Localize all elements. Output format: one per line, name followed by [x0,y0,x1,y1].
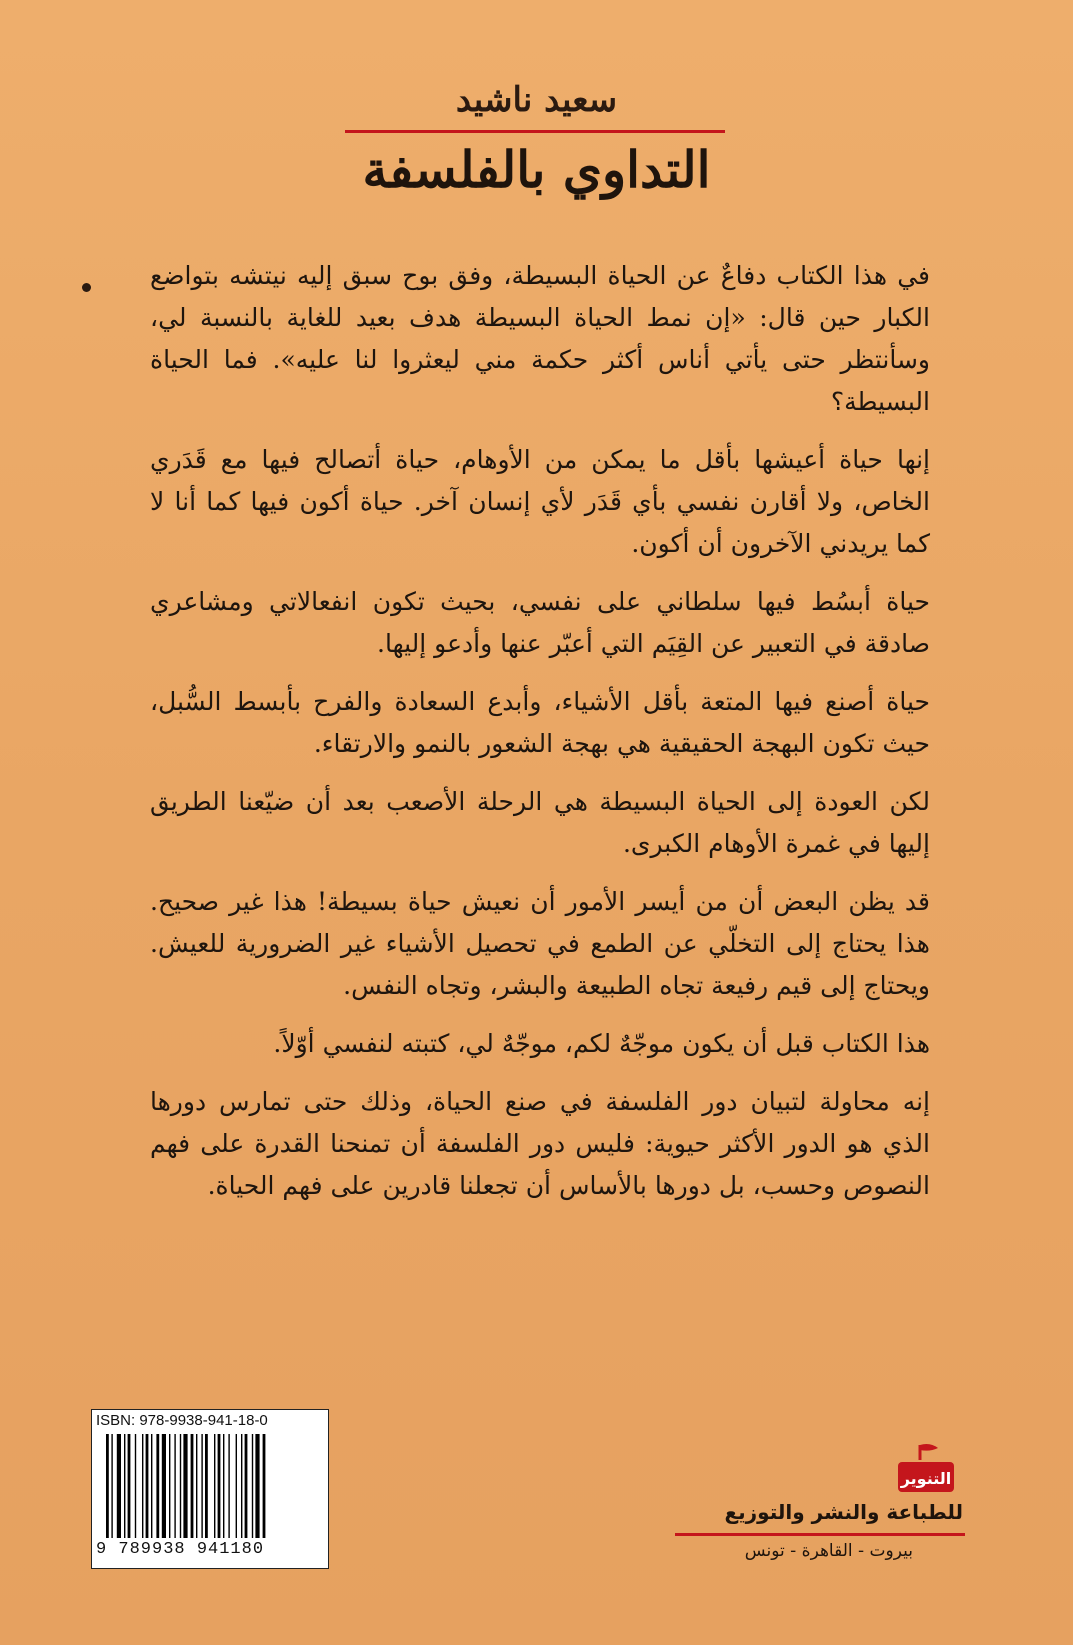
paragraph: قد يظن البعض أن من أيسر الأمور أن نعيش حياة بسيطة! هذا غير صحيح. هذا يحتاج إلى التخلّي عن الطمع في تحصيل الأشياء غير الضرورية للعيش. ويحتاج إلى قيم رفيعة تجاه الطبيعة والبشر، وتجاه النفس. [150,887,930,1000]
isbn-barcode [91,1409,329,1569]
book-title: التداوي بالفلسفة [362,140,711,199]
publisher-logo-icon [890,1440,960,1500]
isbn-label: ISBN: 978-9938-941-18-0 [96,1412,268,1429]
publisher-divider [675,1533,965,1536]
paragraph: في هذا الكتاب دفاعٌ عن الحياة البسيطة، وفق بوح سبق إليه نيتشه بتواضع الكبار حين قال: «إن نمط الحياة البسيطة هدف بعيد للغاية بالنسبة لي، وسأنتظر حتى يأتي أناس أكثر حكمة مني ليعثروا لنا عليه». فما الحياة البسيطة؟ [150,261,930,416]
barcode-bars [106,1434,316,1538]
barcode-number: 9 789938 941180 [96,1540,265,1559]
paragraph: هذا الكتاب قبل أن يكون موجّهٌ لكم، موجّهٌ لي، كتبته لنفسي أوّلاً. [273,1029,930,1058]
ink-dot [82,283,91,292]
publisher-name: للطباعة والنشر والتوزيع [724,1500,963,1524]
paragraph: إنها حياة أعيشها بأقل ما يمكن من الأوهام، حياة أتصالح فيها مع قَدَري الخاص، ولا أقارن نفسي بأي قَدَر لأي إنسان آخر. حياة أكون فيها كما أنا لا كما يريدني الآخرون أن أكون. [150,445,930,558]
paragraph: لكن العودة إلى الحياة البسيطة هي الرحلة الأصعب بعد أن ضيّعنا الطريق إليها في غمرة الأوهام الكبرى. [150,787,930,858]
publisher-logo-text: التنوير [900,1469,952,1488]
publisher-cities: بيروت - القاهرة - تونس [744,1541,913,1561]
paragraph: حياة أبسُط فيها سلطاني على نفسي، بحيث تكون انفعالاتي ومشاعري صادقة في التعبير عن القِيَم التي أعبّر عنها وأدعو إليها. [150,587,930,658]
title-divider [345,130,725,133]
author-name: سعيد ناشيد [455,80,618,120]
paragraph: حياة أصنع فيها المتعة بأقل الأشياء، وأبدع السعادة والفرح بأبسط السُّبل، حيث تكون البهجة الحقيقية هي بهجة الشعور بالنمو والارتقاء. [150,687,930,758]
paragraph: إنه محاولة لتبيان دور الفلسفة في صنع الحياة، وذلك حتى تمارس دورها الذي هو الدور الأكثر حيوية: فليس دور الفلسفة أن تمنحنا القدرة على فهم النصوص وحسب، بل دورها بالأساس أن تجعلنا قادرين على فهم الحياة. [150,1087,930,1200]
blurb-text [150,255,930,1223]
